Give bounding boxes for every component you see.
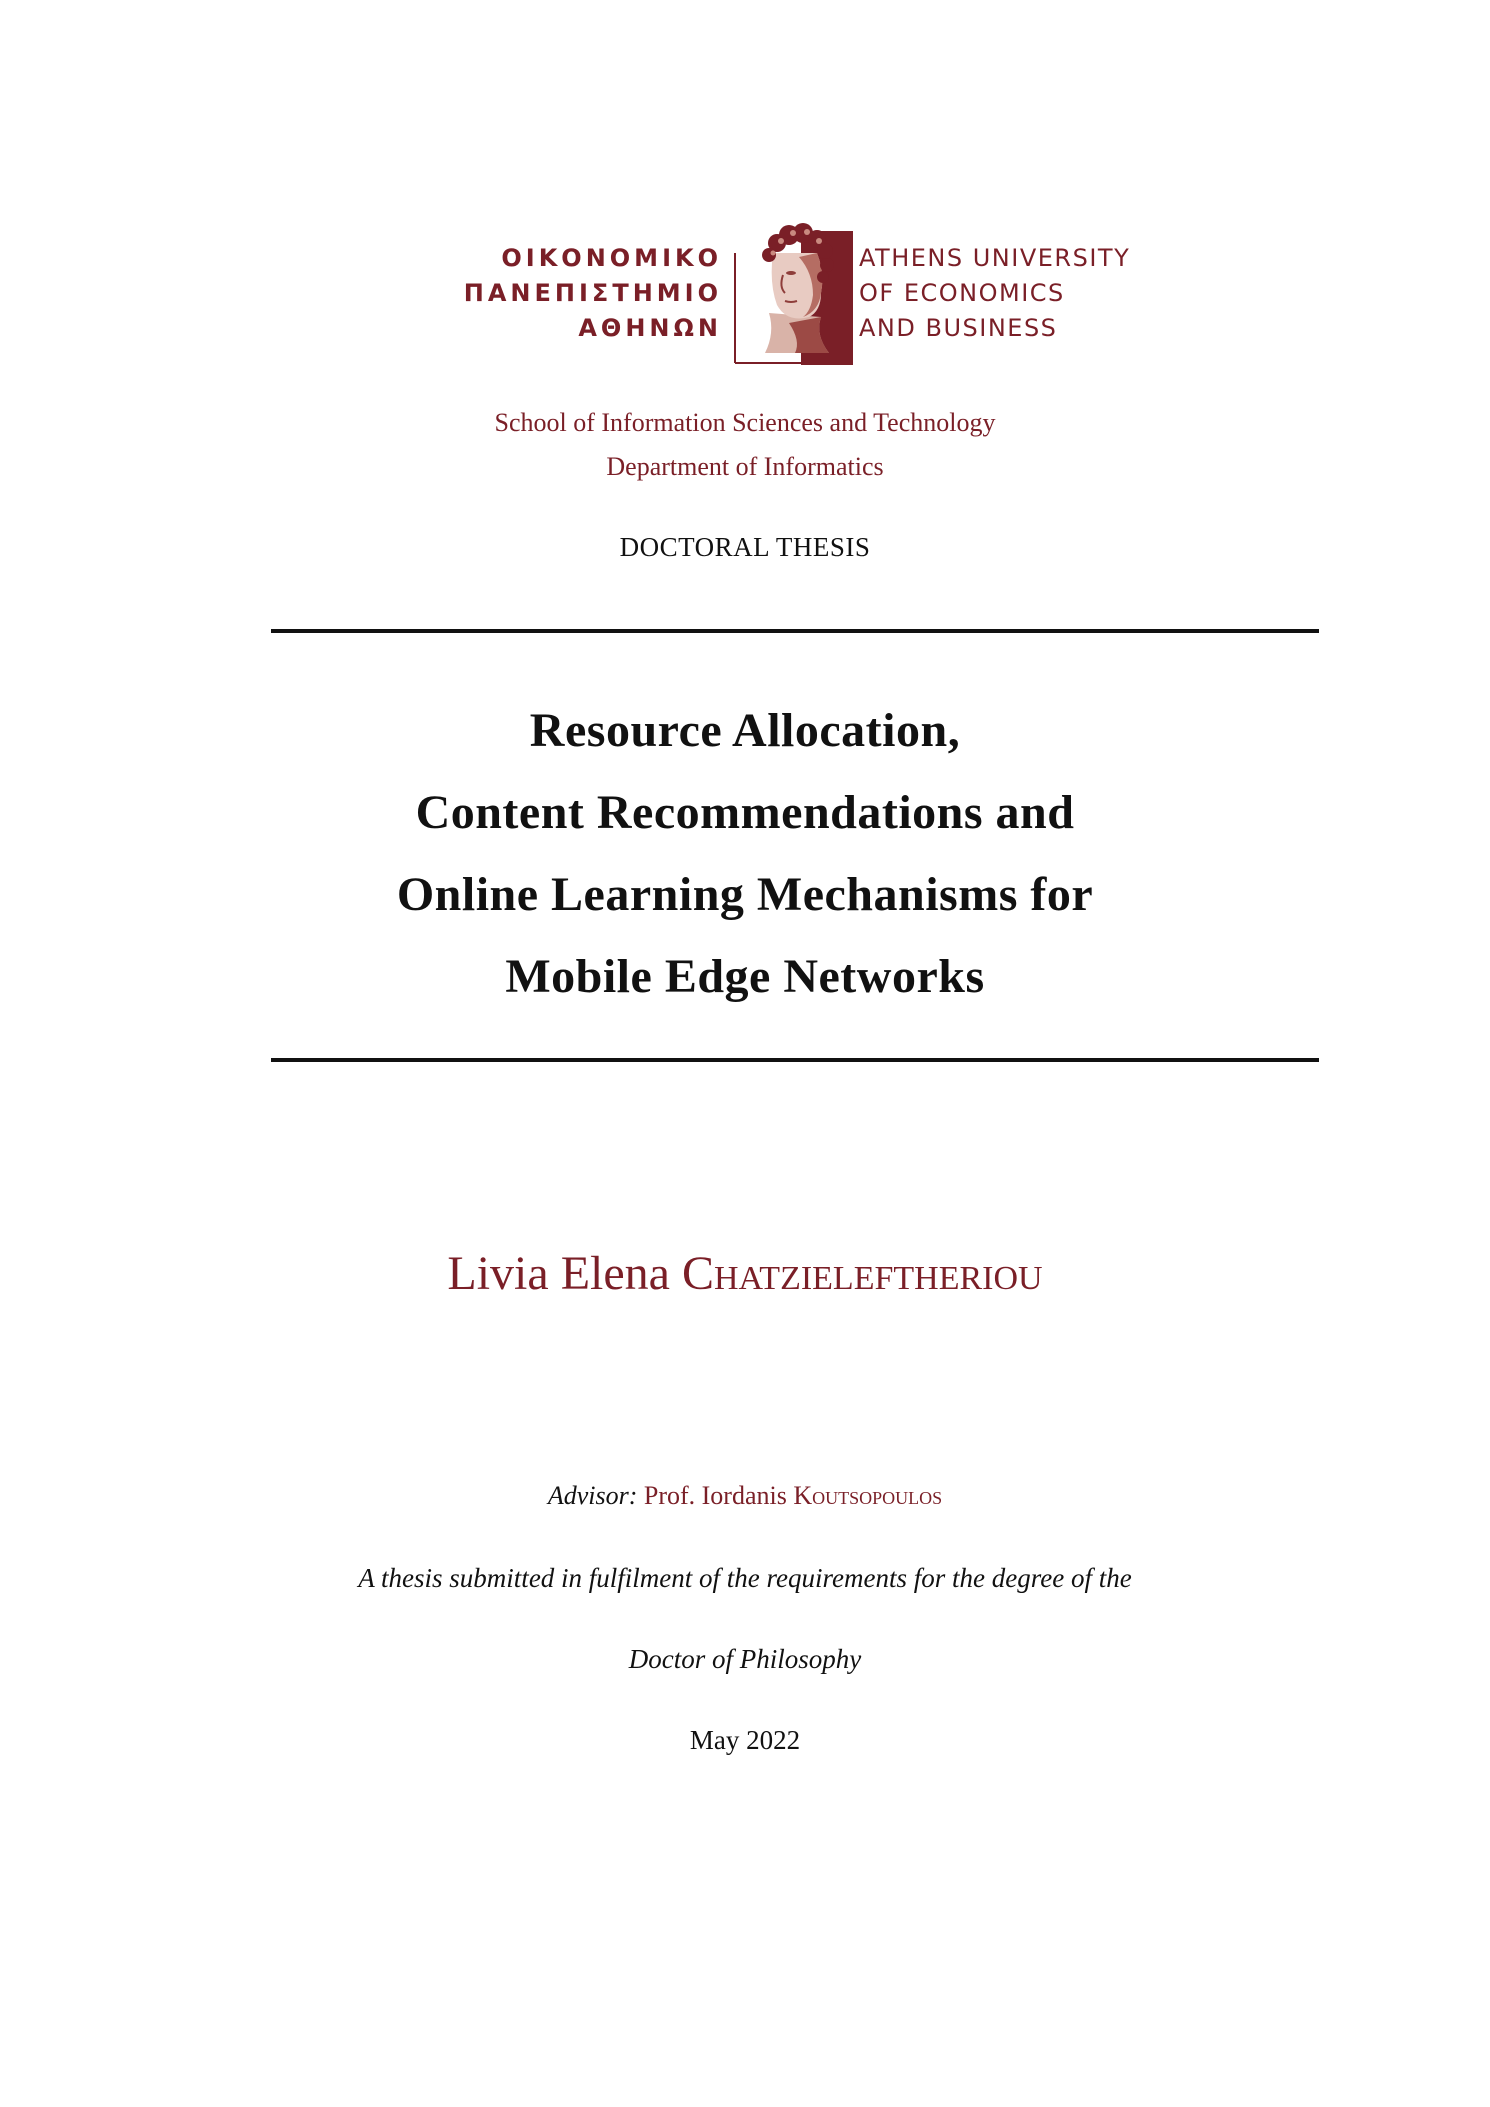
author-given-names: Livia Elena <box>447 1247 670 1300</box>
author-surname: Chatzieleftheriou <box>681 1247 1043 1300</box>
advisor-surname: Koutsopoulos <box>793 1481 943 1510</box>
logo-greek-line: ΑΘΗΝΩΝ <box>578 314 722 342</box>
title-line: Online Learning Mechanisms for <box>396 868 1094 921</box>
university-logo <box>447 213 1147 373</box>
author-name <box>0 1244 1490 1304</box>
title-rule-top <box>271 629 1319 633</box>
school-name: School of Information Sciences and Technology <box>494 408 996 437</box>
title-line: Content Recommendations and <box>415 786 1075 839</box>
title-line: Resource Allocation, <box>529 704 961 757</box>
department-name: Department of Informatics <box>606 452 884 481</box>
logo-greek-line: ΠΑΝΕΠΙΣΤΗΜΙΟ <box>463 279 722 307</box>
advisor-label: Advisor: <box>547 1481 638 1510</box>
document-type: DOCTORAL THESIS <box>619 532 871 562</box>
thesis-title <box>0 690 1490 1018</box>
submission-statement: A thesis submitted in fulfilment of the requirements for the degree of the <box>358 1563 1132 1593</box>
logo-english-name <box>859 241 1130 346</box>
advisor-title: Prof. Iordanis <box>643 1481 787 1510</box>
logo-greek-name <box>447 241 722 346</box>
title-line: Mobile Edge Networks <box>505 950 985 1003</box>
logo-english-line: ATHENS UNIVERSITY <box>859 244 1131 272</box>
hermes-bust-icon <box>729 213 859 368</box>
logo-english-line: OF ECONOMICS <box>859 279 1065 307</box>
degree-name: Doctor of Philosophy <box>628 1644 862 1674</box>
title-rule-bottom <box>271 1058 1319 1062</box>
advisor-line <box>0 1480 1490 1512</box>
logo-greek-line: ΟΙΚΟΝΟΜΙΚΟ <box>501 244 722 272</box>
logo-english-line: AND BUSINESS <box>859 314 1058 342</box>
submission-date: May 2022 <box>689 1725 801 1755</box>
